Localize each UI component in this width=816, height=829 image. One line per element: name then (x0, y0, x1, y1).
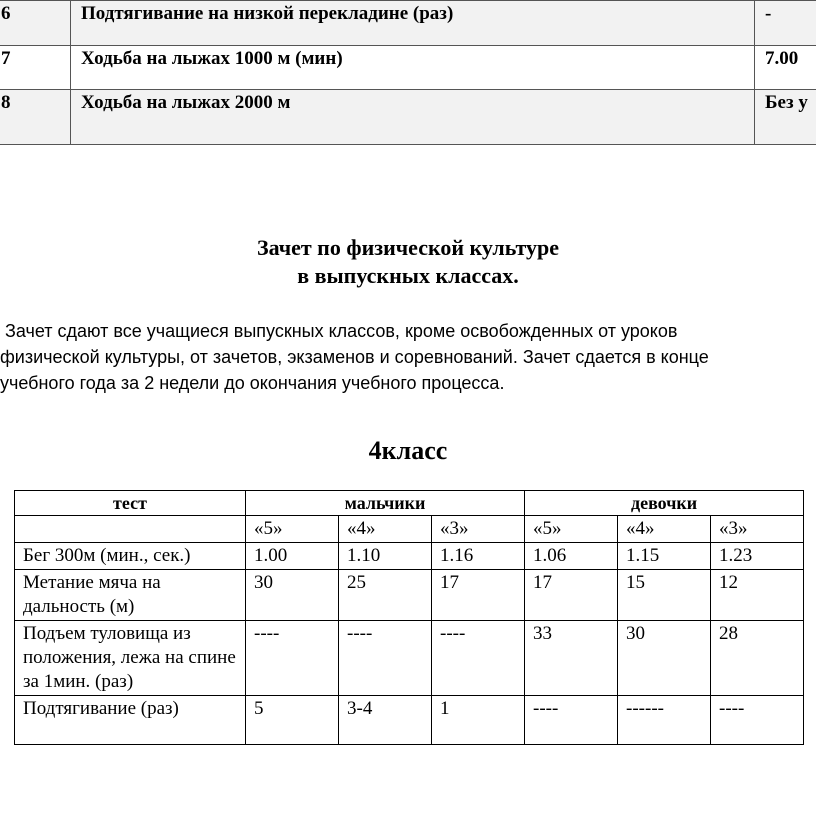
header-boys: мальчики (246, 491, 525, 516)
norm-cell: ---- (711, 696, 804, 745)
paragraph-line: Зачет сдают все учащиеся выпускных классов, кроме освобожденных от уроков (0, 321, 678, 341)
table-row (15, 696, 804, 745)
empty-header-cell (15, 516, 246, 543)
grade-header: «3» (711, 516, 804, 543)
norm-cell: 1.00 (246, 543, 339, 570)
norm-value: - (755, 1, 816, 46)
norm-cell: 12 (711, 570, 804, 621)
norm-cell: ---- (432, 621, 525, 696)
table-row (15, 621, 804, 696)
norm-cell: 1 (432, 696, 525, 745)
header-test: тест (15, 491, 246, 516)
previous-norms-table (0, 0, 816, 145)
grade-header: «4» (618, 516, 711, 543)
section-heading (0, 234, 816, 290)
exercise-name: Ходьба на лыжах 2000 м (71, 90, 755, 145)
grade-header: «5» (525, 516, 618, 543)
norm-cell: 33 (525, 621, 618, 696)
test-name: Бег 300м (мин., сек.) (15, 543, 246, 570)
norm-cell: ---- (339, 621, 432, 696)
norm-cell: ------ (618, 696, 711, 745)
paragraph-line: физической культуры, от зачетов, экзаменов и соревнований. Зачет сдается в конце (0, 347, 709, 367)
table-header-row (15, 491, 804, 516)
test-name: Подъем туловища из положения, лежа на спине за 1мин. (раз) (15, 621, 246, 696)
row-number: 6 (0, 1, 71, 46)
test-name: Метание мяча на дальность (м) (15, 570, 246, 621)
table-row (15, 543, 804, 570)
norm-cell: 28 (711, 621, 804, 696)
class-title: 4класс (368, 436, 448, 465)
norm-cell: 1.10 (339, 543, 432, 570)
norms-table (14, 490, 804, 745)
norm-cell: 3-4 (339, 696, 432, 745)
heading-line: Зачет по физической культуре (256, 235, 560, 260)
grade-header: «5» (246, 516, 339, 543)
row-number: 8 (0, 90, 71, 145)
norm-cell: 15 (618, 570, 711, 621)
norm-cell: 1.16 (432, 543, 525, 570)
paragraph-line: учебного года за 2 недели до окончания учебного процесса. (0, 373, 505, 393)
intro-paragraph (0, 318, 800, 396)
norm-value: 7.00 (755, 46, 816, 90)
row-number: 7 (0, 46, 71, 90)
norm-cell: 1.06 (525, 543, 618, 570)
header-girls: девочки (525, 491, 804, 516)
norm-cell: 17 (525, 570, 618, 621)
norm-cell: 5 (246, 696, 339, 745)
heading-line: в выпускных классах. (297, 263, 519, 288)
table-row (0, 1, 816, 46)
norm-cell: 30 (246, 570, 339, 621)
table-row (0, 46, 816, 90)
exercise-name: Подтягивание на низкой перекладине (раз) (71, 1, 755, 46)
norm-cell: 1.15 (618, 543, 711, 570)
norm-cell: 30 (618, 621, 711, 696)
norm-cell: 17 (432, 570, 525, 621)
grade-header: «3» (432, 516, 525, 543)
exercise-name: Ходьба на лыжах 1000 м (мин) (71, 46, 755, 90)
grade-header: «4» (339, 516, 432, 543)
grade-header-row (15, 516, 804, 543)
norm-cell: 25 (339, 570, 432, 621)
norm-cell: 1.23 (711, 543, 804, 570)
norm-value: Без у (755, 90, 816, 145)
table-row (0, 90, 816, 145)
norm-cell: ---- (525, 696, 618, 745)
test-name: Подтягивание (раз) (15, 696, 246, 745)
norm-cell: ---- (246, 621, 339, 696)
table-row (15, 570, 804, 621)
